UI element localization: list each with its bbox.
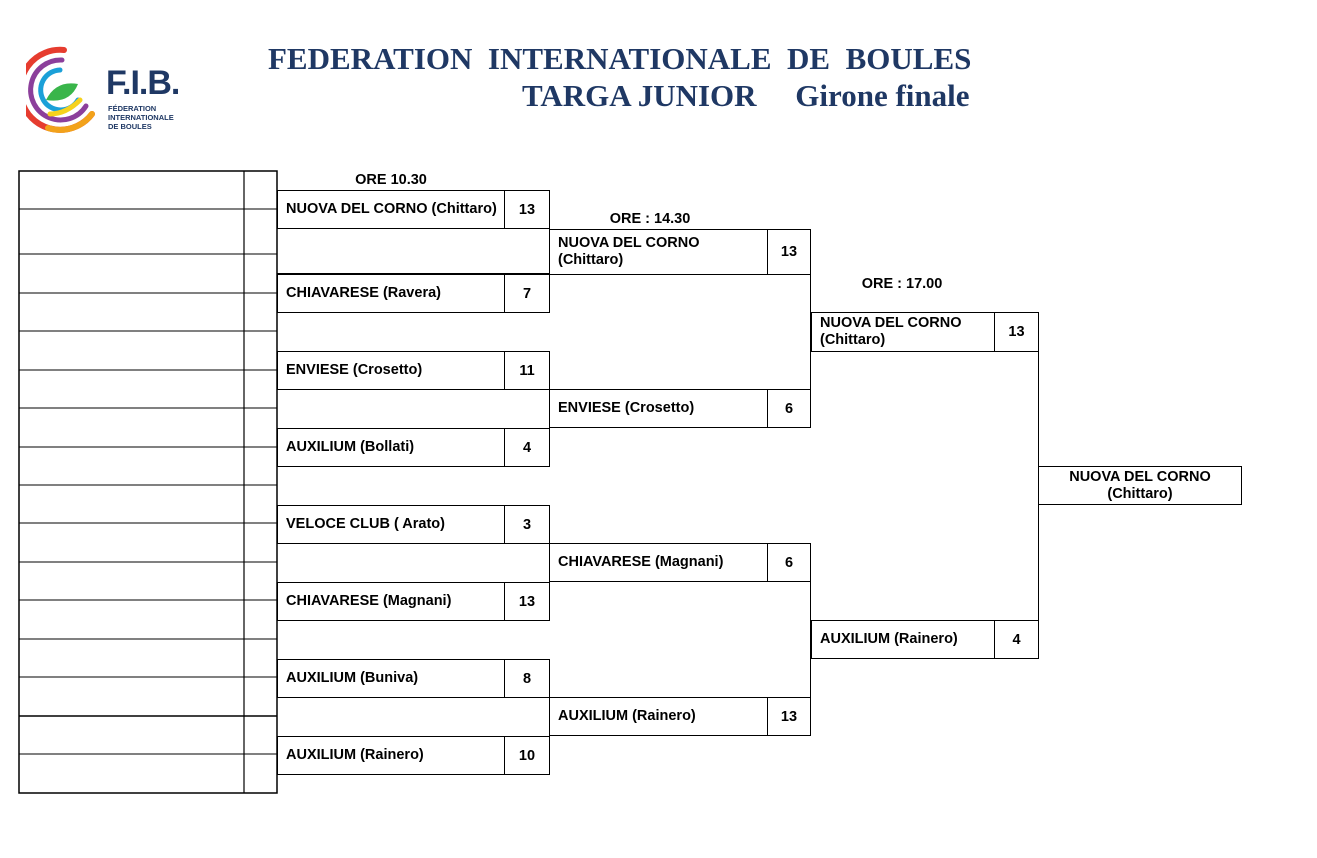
team-score: 3	[504, 506, 549, 543]
team-score: 4	[504, 429, 549, 466]
team-name: NUOVA DEL CORNO (Chittaro)	[558, 235, 700, 268]
team-score: 13	[767, 230, 810, 274]
team-name: ENVIESE (Crosetto)	[286, 362, 423, 378]
logo-abbr: F.I.B.	[106, 64, 180, 102]
team-name: AUXILIUM (Buniva)	[286, 670, 419, 686]
title-line2: TARGA JUNIOR Girone finale	[522, 78, 970, 113]
team-score: 7	[504, 275, 549, 312]
r1-m1-entry-b	[277, 274, 550, 313]
team-name: AUXILIUM (Rainero)	[820, 631, 958, 647]
r2-m1-entry-a	[549, 229, 811, 275]
r3-m1-entry-a	[811, 312, 1039, 352]
team-name: CHIAVARESE (Ravera)	[286, 285, 441, 301]
r1-m3-entry-b	[277, 582, 550, 621]
team-score: 13	[994, 313, 1038, 351]
r1-m2-entry-b	[277, 428, 550, 467]
r1-m3-entry-a	[277, 505, 550, 544]
r1-m2-entry-a	[277, 351, 550, 390]
r2-m2-entry-b	[549, 697, 811, 736]
team-name: NUOVA DEL CORNO (Chittaro)	[286, 201, 497, 217]
round3-time: ORE : 17.00	[861, 276, 943, 292]
team-score: 8	[504, 660, 549, 697]
logo-line3: DE BOULES	[108, 122, 152, 131]
team-score: 11	[504, 352, 549, 389]
r1-m1-entry-a	[277, 190, 550, 229]
fib-logo	[26, 44, 186, 136]
logo-line2: INTERNATIONALE	[108, 113, 174, 122]
r1-m4-entry-b	[277, 736, 550, 775]
winner-box	[1038, 466, 1242, 505]
round1-time: ORE 10.30	[355, 172, 427, 188]
team-name: VELOCE CLUB ( Arato)	[286, 516, 445, 532]
r2-m1-entry-b	[549, 389, 811, 428]
team-name: ENVIESE (Crosetto)	[558, 400, 695, 416]
winner-name: NUOVA DEL CORNO	[1069, 468, 1211, 485]
team-score: 10	[504, 737, 549, 774]
round2-time: ORE : 14.30	[609, 211, 691, 227]
r3-m1-entry-b	[811, 620, 1039, 659]
fib-swirl-logo-icon	[26, 44, 98, 136]
logo-line1: FÉDERATION	[108, 104, 157, 113]
winner-player: (Chittaro)	[1107, 485, 1173, 502]
title-line1: FEDERATION INTERNATIONALE DE BOULES	[268, 41, 972, 76]
team-name: AUXILIUM (Bollati)	[286, 439, 415, 455]
team-score: 4	[994, 621, 1038, 658]
team-name: AUXILIUM (Rainero)	[558, 708, 696, 724]
team-score: 13	[504, 583, 549, 620]
team-name: NUOVA DEL CORNO (Chittaro)	[820, 315, 962, 348]
team-score: 6	[767, 390, 810, 427]
team-name: CHIAVARESE (Magnani)	[558, 554, 724, 570]
team-score: 13	[504, 191, 549, 228]
r1-gap-line	[277, 273, 550, 274]
team-score: 13	[767, 698, 810, 735]
team-name: CHIAVARESE (Magnani)	[286, 593, 452, 609]
team-score: 6	[767, 544, 810, 581]
empty-grid-table	[18, 170, 279, 796]
team-name: AUXILIUM (Rainero)	[286, 747, 424, 763]
r2-m2-entry-a	[549, 543, 811, 582]
r1-m4-entry-a	[277, 659, 550, 698]
